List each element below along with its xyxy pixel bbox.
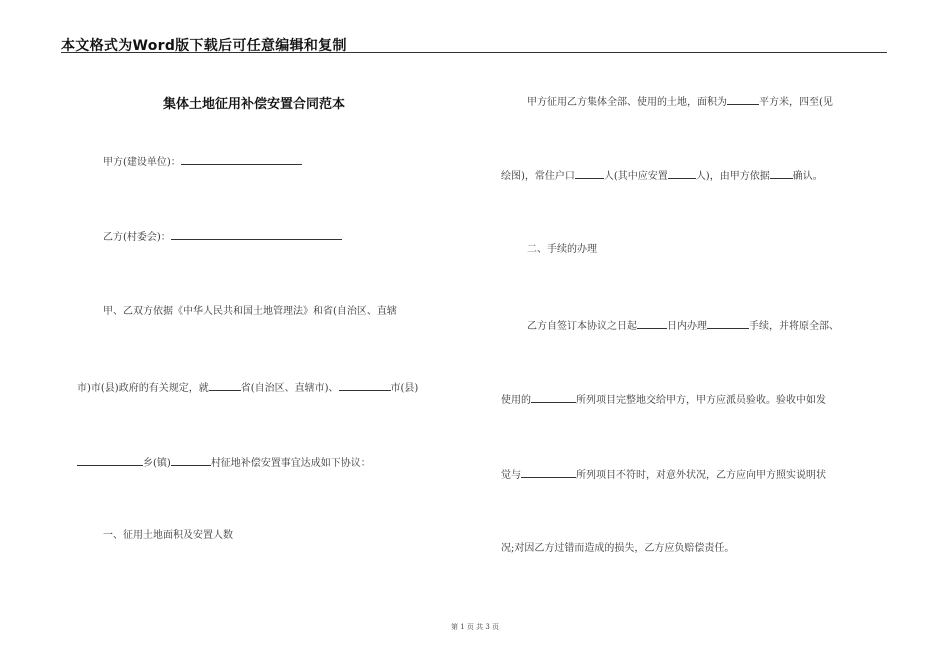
right-para-line-3 bbox=[527, 318, 839, 334]
items-blank bbox=[531, 392, 576, 403]
party-b-blank bbox=[171, 229, 342, 240]
right-para-line-5 bbox=[501, 467, 826, 483]
resettle-blank bbox=[668, 168, 696, 179]
days-blank bbox=[637, 318, 667, 329]
para-text: 绘图)，常住户口 bbox=[501, 171, 575, 182]
right-para-line-4 bbox=[501, 392, 826, 408]
basis-blank bbox=[770, 168, 793, 179]
agreement-para-line-1: 甲、乙双方依据《中华人民共和国土地管理法》和省(自治区、直辖 bbox=[103, 306, 397, 317]
town-blank bbox=[171, 455, 211, 466]
para-text: 省(自治区、直辖市)、 bbox=[240, 383, 339, 394]
para-text: 乡(镇) bbox=[143, 458, 171, 469]
para-text: 手续，并将原全部、 bbox=[749, 321, 839, 332]
para-text: 人(其中应安置 bbox=[603, 171, 668, 182]
para-text: 确认。 bbox=[792, 171, 823, 182]
para-text: 甲方征用乙方集体全部、使用的土地，面积为 bbox=[527, 97, 727, 108]
list-blank bbox=[521, 467, 576, 478]
city-blank bbox=[339, 380, 391, 391]
para-text: 使用的 bbox=[501, 395, 531, 406]
residents-blank bbox=[575, 168, 604, 179]
county-blank bbox=[77, 455, 143, 466]
para-text: 市)市(县)政府的有关规定，就 bbox=[77, 383, 209, 394]
para-text: 平方米，四至(见 bbox=[759, 97, 833, 108]
section-2-heading: 二、手续的办理 bbox=[527, 244, 597, 255]
para-text: 觉与 bbox=[501, 470, 521, 481]
province-blank bbox=[209, 380, 241, 391]
right-para-line-6: 况;对因乙方过错而造成的损失，乙方应负赔偿责任。 bbox=[501, 543, 735, 554]
page-footer: 第 1 页 共 3 页 bbox=[450, 623, 500, 631]
procedure-blank bbox=[707, 318, 749, 329]
area-blank bbox=[727, 94, 759, 105]
document-header-banner: 本文格式为Word版下载后可任意编辑和复制 bbox=[61, 38, 347, 54]
para-text: 村征地补偿安置事宜达成如下协议： bbox=[210, 458, 371, 469]
document-title: 集体土地征用补偿安置合同范本 bbox=[163, 97, 346, 112]
party-a-blank bbox=[181, 154, 302, 165]
para-text: 人)，由甲方依据 bbox=[695, 171, 770, 182]
party-b-line bbox=[103, 229, 342, 245]
para-text: 日内办理 bbox=[667, 321, 707, 332]
agreement-para-line-3 bbox=[77, 455, 371, 471]
agreement-para-line-2 bbox=[77, 380, 418, 396]
para-text: 所列项目完整地交给甲方，甲方应派员验收。验收中如发 bbox=[576, 395, 826, 406]
header-divider bbox=[61, 52, 887, 53]
right-para-line-2 bbox=[501, 168, 823, 184]
party-a-line bbox=[103, 154, 302, 170]
party-b-label: 乙方(村委会)： bbox=[103, 232, 171, 243]
right-para-line-1 bbox=[527, 94, 833, 110]
para-text: 乙方自签订本协议之日起 bbox=[527, 321, 637, 332]
para-text: 市(县) bbox=[390, 383, 419, 394]
para-text: 所列项目不符时，对意外状况，乙方应向甲方照实说明状 bbox=[576, 470, 826, 481]
party-a-label: 甲方(建设单位)： bbox=[103, 157, 181, 168]
section-1-heading: 一、征用土地面积及安置人数 bbox=[103, 530, 233, 541]
